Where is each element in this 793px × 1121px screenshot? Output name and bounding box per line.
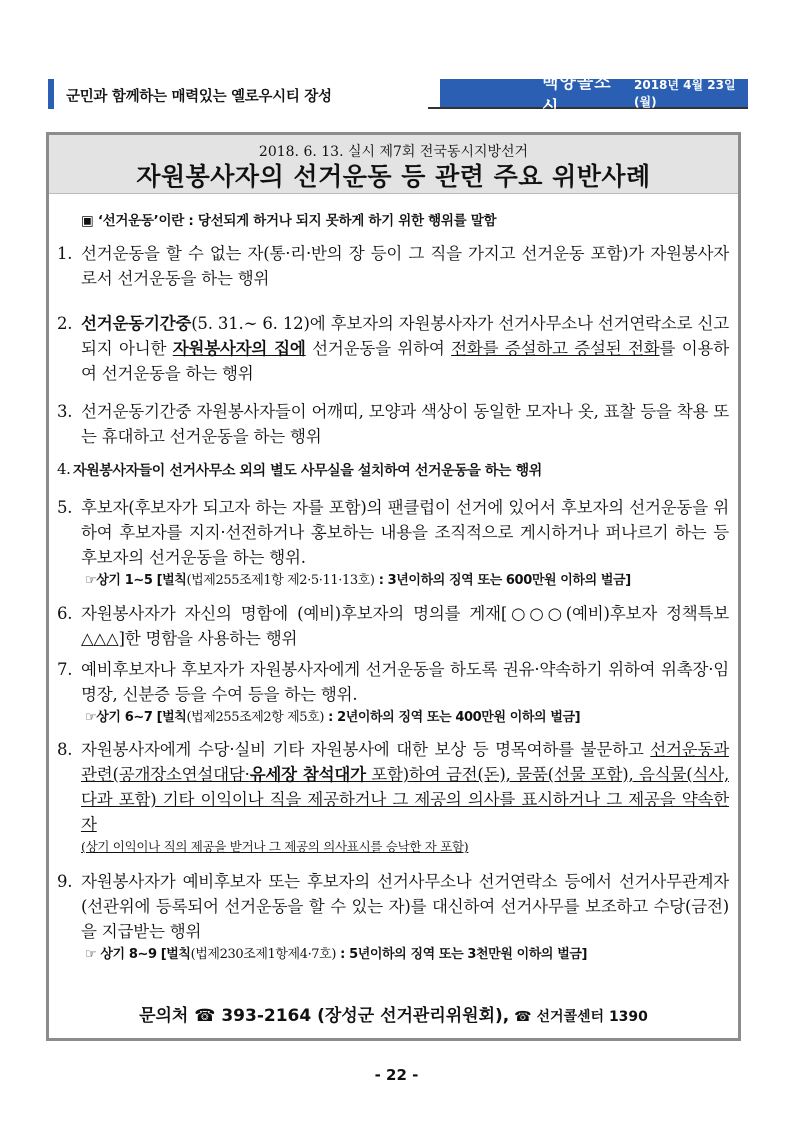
penalty-note: ☞ 상기 8∼9 [벌칙(법제230조제1항제4·7호) : 5년이하의 징역 또는 3천만원 이하의 벌금] [85, 947, 588, 962]
item-text: 자원봉사자가 예비후보자 또는 후보자의 선거사무소나 선거연락소 등에서 선거사무관계자(선관위에 등록되어 선거운동을 할 수 있는 자)를 대신하여 선거사무를 보조하고 수당(금전)을 지급받는 행위 [81, 872, 729, 941]
contact-info [49, 1001, 738, 1026]
item-number: 8. [57, 740, 73, 759]
item-text-bold: 자원봉사자들이 선거사무소 외의 별도 사무실을 설치하여 선거운동을 하는 행위 [73, 463, 542, 479]
item-text: 선거운동을 할 수 없는 자(통·리·반의 장 등이 그 직을 가지고 선거운동 포함)가 자원봉사자로서 선거운동을 하는 행위 [81, 244, 729, 288]
list-item-9 [57, 869, 729, 966]
contact-main: 문의처 ☎ 393-2164 (장성군 선거관리위원회), [139, 1006, 510, 1026]
item-text-underline: 전화를 증설하고 증설된 전화 [451, 339, 660, 358]
item-text: 자원봉사자에게 수당·실비 기타 자원봉사에 대한 보상 등 명목여하를 불문하고 [81, 740, 651, 759]
list-item-7 [57, 657, 729, 729]
penalty-note: ☞상기 6∼7 [벌칙(법제255조제2항 제5호) : 2년이하의 징역 또는 400만원 이하의 벌금] [85, 710, 581, 725]
header-tag [440, 73, 748, 118]
item-number: 7. [57, 660, 73, 679]
publication-date: 2018년 4월 23일(월) [634, 78, 736, 109]
penalty-note: ☞상기 1∼5 [벌칙(법제255조제1항 제2·5·11·13호) : 3년이하의 징역 또는 600만원 이하의 벌금] [85, 573, 631, 588]
list-item-1 [57, 241, 729, 291]
contact-call-center: ☎ 선거콜센터 1390 [509, 1009, 648, 1025]
item-text-bold: 선거운동기간중 [81, 314, 192, 333]
item-footnote: (상기 이익이나 직의 제공을 받거나 그 제공의 의사표시를 승낙한 자 포함) [81, 839, 469, 854]
item-text: 후보자(후보자가 되고자 하는 자를 포함)의 팬클럽이 선거에 있어서 후보자의 선거운동을 위하여 후보자를 지지·선전하거나 홍보하는 내용을 조직적으로 게시하거나 퍼나르기 하는 등 후보자의 선거운동을 하는 행위. [81, 498, 729, 567]
item-text-bold-underline: 유세장 참석대가 [249, 765, 366, 784]
page-number: - 22 - [374, 1066, 419, 1084]
item-text: 선거운동을 위하여 [305, 339, 452, 358]
item-text-underline: 선거운동과 관련(공개장소연설대담· [81, 740, 729, 784]
page-header [48, 73, 748, 118]
definition: ▣ ‘선거운동’이란 : 당선되게 하거나 되지 못하게 하기 위한 행위를 말함 [81, 213, 497, 229]
list-item-8 [57, 737, 729, 857]
item-text-bold-underline: 자원봉사자의 집에 [172, 339, 306, 358]
list-item-2 [57, 311, 729, 386]
item-number: 3. [57, 402, 73, 421]
list-item-3 [57, 399, 729, 449]
subtitle: 2018. 6. 13. 실시 제7회 전국동시지방선거 [258, 144, 529, 160]
list-item-6 [57, 601, 729, 651]
content-box [46, 132, 741, 1041]
item-number: 1. [57, 244, 73, 263]
publication-name: 백양골소식 [542, 73, 612, 118]
title-block [49, 135, 738, 194]
list-item-5 [57, 495, 729, 592]
item-number: 2. [57, 314, 73, 333]
header-accent-bar [48, 79, 54, 109]
item-text: 예비후보자나 후보자가 자원봉사자에게 선거운동을 하도록 권유·약속하기 위하여 위촉장·임명장, 신분증 등을 수여 등을 하는 행위. [81, 660, 729, 704]
item-number: 4. [57, 460, 71, 478]
list-item-4 [57, 457, 729, 484]
item-number: 6. [57, 604, 73, 623]
item-text-underline: 포함)하여 금전(돈), 물품(선물 포함), 음식물(식사, 다과 포함) 기타 이익이나 직을 제공하거나 그 제공의 의사를 표시하거나 그 제공을 약속한 자 [81, 765, 729, 834]
item-number: 9. [57, 872, 73, 891]
header-slogan: 군민과 함께하는 매력있는 옐로우시티 장성 [66, 89, 332, 105]
item-text: (5. 31.∼ 6. 12)에 후보자의 자원봉사자가 선거사무소나 선거연락소로 신고 되지 아니한 [81, 314, 729, 358]
item-number: 5. [57, 498, 73, 517]
item-text: 자원봉사자가 자신의 명함에 (예비)후보자의 명의를 게재[○○○(예비)후보자 정책특보 △△△]한 명함을 사용하는 행위 [81, 604, 729, 648]
item-text: 를 이용하여 선거운동을 하는 행위 [81, 339, 729, 383]
item-text: 선거운동기간중 자원봉사자들이 어깨띠, 모양과 색상이 동일한 모자나 옷, 표찰 등을 착용 또는 휴대하고 선거운동을 하는 행위 [81, 402, 729, 446]
page-title: 자원봉사자의 선거운동 등 관련 주요 위반사례 [136, 162, 651, 191]
